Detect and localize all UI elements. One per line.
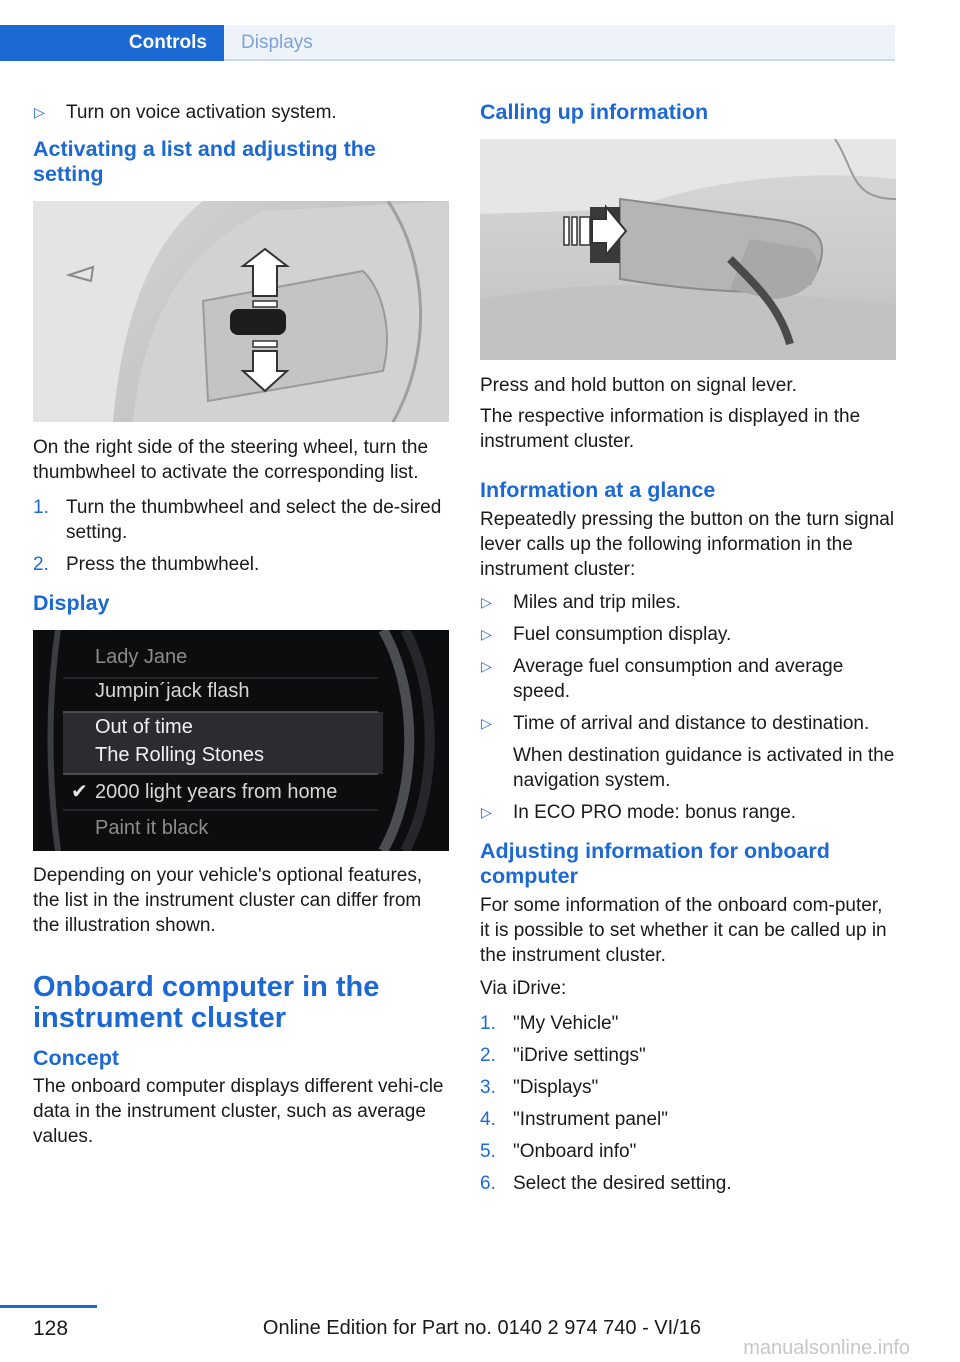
list-item: [480, 654, 896, 704]
list-item: [480, 1011, 896, 1036]
display-paragraph: Depending on your vehicle's optional features, the list in the instrument cluster can differ from the illustration shown.: [33, 865, 423, 936]
heading-calling-up-information: Calling up information: [480, 100, 709, 124]
heading-display: Display: [33, 591, 110, 615]
triangle-right-icon: ▷: [481, 594, 492, 610]
step-number: 3.: [480, 1077, 496, 1098]
footer-rule: [0, 1305, 97, 1308]
triangle-right-icon: ▷: [481, 804, 492, 820]
list-item: [480, 1139, 896, 1164]
step-number: 1.: [480, 1013, 496, 1034]
respective-paragraph: The respective information is displayed in the instrument cluster.: [480, 406, 861, 452]
step-number: 5.: [480, 1141, 496, 1162]
list-item: [480, 1075, 896, 1100]
thumbwheel-steps: [33, 495, 449, 577]
step-text: Select the desired setting.: [513, 1173, 732, 1194]
heading-concept: Concept: [33, 1046, 119, 1070]
list-item: [480, 711, 896, 793]
step-number: 2.: [480, 1045, 496, 1066]
voice-bullet-list: [33, 100, 449, 125]
instrument-cluster-list-image: [33, 630, 449, 851]
step-text: Turn the thumbwheel and select the de‐sired setting.: [66, 497, 442, 543]
triangle-right-icon: ▷: [34, 104, 45, 120]
list-item-text: Miles and trip miles.: [513, 592, 681, 613]
step-text: "Onboard info": [513, 1141, 637, 1162]
via-idrive-paragraph: Via iDrive:: [480, 978, 567, 999]
triangle-right-icon: ▷: [481, 626, 492, 642]
list-item: [33, 100, 449, 125]
step-text: "Instrument panel": [513, 1109, 669, 1130]
heading-information-at-a-glance: Information at a glance: [480, 478, 716, 502]
triangle-right-icon: ▷: [481, 658, 492, 674]
list-item-text: Turn on voice activation system.: [66, 102, 337, 123]
glance-paragraph: Repeatedly pressing the button on the turn signal lever calls up the following information in the instrument cluster:: [480, 509, 895, 580]
cluster-list-item: Jumpin´jack flash: [95, 680, 250, 702]
section-tabs: [0, 25, 895, 61]
left-column: [33, 100, 449, 1155]
idrive-steps: [480, 1011, 896, 1196]
tab-displays[interactable]: Displays: [224, 25, 895, 61]
page-number: 128: [33, 1317, 69, 1340]
glance-bullet-list: [480, 590, 896, 825]
step-number: 6.: [480, 1173, 496, 1194]
cluster-list-item-text: 2000 light years from home: [95, 781, 338, 803]
list-item-subnote: When destination guidance is activated in the navigation system.: [513, 745, 895, 791]
cluster-list-item-selected: Out of time: [95, 716, 193, 738]
list-item: [480, 590, 896, 615]
signal-lever-illustration: [480, 139, 896, 360]
adjust-paragraph: For some information of the onboard com‐puter, it is possible to set whether it can be called up in the instrument cluster.: [480, 895, 887, 966]
signal-lever-image: [480, 139, 896, 360]
step-text: Press the thumbwheel.: [66, 554, 260, 575]
cluster-list-item: Lady Jane: [95, 646, 188, 668]
concept-paragraph: The onboard computer displays different vehi‐cle data in the instrument cluster, such as average values.: [33, 1076, 444, 1147]
tab-divider: [224, 59, 895, 61]
step-number: 4.: [480, 1109, 496, 1130]
heading-activating-list: Activating a list and adjusting the setting: [33, 137, 376, 186]
list-item: [480, 800, 896, 825]
step-number: 2.: [33, 554, 49, 575]
tab-controls[interactable]: Controls: [0, 25, 224, 61]
steering-wheel-thumbwheel-image: [33, 201, 449, 422]
list-item-text: In ECO PRO mode: bonus range.: [513, 802, 797, 823]
list-item: [33, 552, 449, 577]
list-item-text: Time of arrival and distance to destination.: [513, 713, 870, 734]
list-item: [480, 1043, 896, 1068]
step-text: "My Vehicle": [513, 1013, 619, 1034]
step-text: "Displays": [513, 1077, 599, 1098]
steering-wheel-illustration: [33, 201, 449, 422]
list-item-text: Fuel consumption display.: [513, 624, 732, 645]
list-item: [480, 1107, 896, 1132]
checkmark-icon: ✔: [71, 781, 88, 803]
section-title: Onboard computer in the instrument cluster: [33, 971, 380, 1034]
list-item: [33, 495, 449, 545]
press-paragraph: Press and hold button on signal lever.: [480, 375, 797, 396]
cluster-list-item: Paint it black: [95, 817, 209, 839]
step-text: "iDrive settings": [513, 1045, 646, 1066]
list-item-text: Average fuel consumption and average speed.: [513, 656, 844, 702]
right-column: [480, 100, 896, 1203]
watermark: manualsonline.info: [743, 1337, 910, 1359]
edition-note: Online Edition for Part no. 0140 2 974 740 - VI/16: [262, 1317, 701, 1339]
heading-adjusting-information: Adjusting information for onboard computer: [480, 839, 830, 888]
list-item: [480, 1171, 896, 1196]
triangle-right-icon: ▷: [481, 715, 492, 731]
list-item: [480, 622, 896, 647]
cluster-list-item: [63, 777, 371, 807]
step-number: 1.: [33, 497, 49, 518]
thumbwheel-paragraph: On the right side of the steering wheel, turn the thumbwheel to activate the corresponding list.: [33, 437, 429, 483]
cluster-list-item-selected-subtitle: The Rolling Stones: [95, 744, 264, 766]
